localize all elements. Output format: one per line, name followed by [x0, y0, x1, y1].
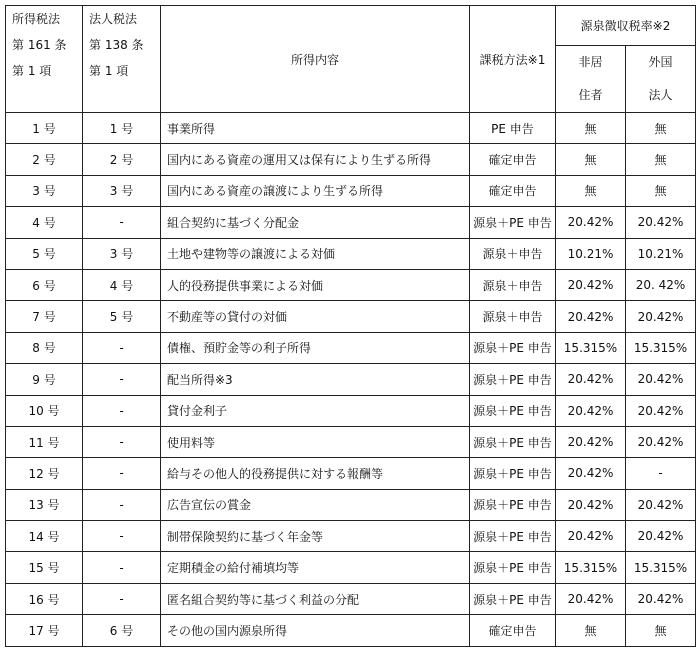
nonresident-rate-cell: 20.42% — [556, 395, 626, 426]
foreign-corp-rate-cell: 15.315% — [626, 552, 696, 583]
table-row — [6, 489, 696, 520]
income-content-cell: 不動産等の貸付の対価 — [161, 301, 470, 332]
income-tax-item-cell: 13 号 — [6, 489, 83, 520]
income-content-cell: 貸付金利子 — [161, 395, 470, 426]
header-nonresident: 非居 住者 — [556, 46, 626, 113]
income-tax-item-cell: 2 号 — [6, 144, 83, 175]
corporate-tax-item-cell: - — [83, 458, 161, 489]
foreign-corp-rate-cell: 20.42% — [626, 364, 696, 395]
income-tax-item-cell: 15 号 — [6, 552, 83, 583]
header-foreign-corporation: 外国 法人 — [626, 46, 696, 113]
nonresident-rate-cell: 20.42% — [556, 426, 626, 457]
income-content-cell: 事業所得 — [161, 113, 470, 144]
tax-method-cell: 源泉＋PE 申告 — [470, 207, 556, 238]
income-content-cell: 配当所得※3 — [161, 364, 470, 395]
tax-method-cell: 源泉＋PE 申告 — [470, 332, 556, 363]
income-tax-item-cell: 12 号 — [6, 458, 83, 489]
header-withholding-rate: 源泉徴収税率※2 — [556, 6, 696, 46]
foreign-corp-rate-cell: 20.42% — [626, 395, 696, 426]
foreign-corp-rate-cell: 20.42% — [626, 489, 696, 520]
nonresident-rate-cell: 10.21% — [556, 238, 626, 269]
income-tax-item-cell: 5 号 — [6, 238, 83, 269]
table-row — [6, 458, 696, 489]
corporate-tax-item-cell: 3 号 — [83, 175, 161, 206]
tax-method-cell: 源泉＋PE 申告 — [470, 489, 556, 520]
nonresident-rate-cell: 20.42% — [556, 583, 626, 614]
foreign-corp-rate-cell: 無 — [626, 175, 696, 206]
table-body — [6, 113, 696, 647]
corporate-tax-item-cell: 2 号 — [83, 144, 161, 175]
income-content-cell: 給与その他人的役務提供に対する報酬等 — [161, 458, 470, 489]
income-tax-item-cell: 14 号 — [6, 521, 83, 552]
header-income-content: 所得内容 — [161, 6, 470, 113]
tax-method-cell: 源泉＋申告 — [470, 238, 556, 269]
header-corporate-tax-law: 法人税法 第 138 条 第 1 項 — [83, 6, 161, 113]
corporate-tax-item-cell: - — [83, 521, 161, 552]
income-tax-item-cell: 4 号 — [6, 207, 83, 238]
income-tax-item-cell: 8 号 — [6, 332, 83, 363]
nonresident-rate-cell: 20.42% — [556, 521, 626, 552]
table-row — [6, 175, 696, 206]
tax-method-cell: 確定申告 — [470, 175, 556, 206]
tax-method-cell: 源泉＋申告 — [470, 301, 556, 332]
nonresident-rate-cell: 無 — [556, 113, 626, 144]
foreign-corp-rate-cell: 20.42% — [626, 521, 696, 552]
income-tax-item-cell: 7 号 — [6, 301, 83, 332]
income-tax-item-cell: 17 号 — [6, 615, 83, 646]
income-content-cell: 債権、預貯金等の利子所得 — [161, 332, 470, 363]
tax-method-cell: 確定申告 — [470, 144, 556, 175]
tax-method-cell: 源泉＋PE 申告 — [470, 521, 556, 552]
income-content-cell: 定期積金の給付補填均等 — [161, 552, 470, 583]
tax-table — [5, 5, 696, 647]
table-row — [6, 552, 696, 583]
nonresident-rate-cell: 20.42% — [556, 269, 626, 300]
tax-method-cell: 源泉＋PE 申告 — [470, 395, 556, 426]
corporate-tax-item-cell: 4 号 — [83, 269, 161, 300]
tax-method-cell: 源泉＋PE 申告 — [470, 458, 556, 489]
foreign-corp-rate-cell: 20.42% — [626, 426, 696, 457]
table-row — [6, 426, 696, 457]
header-income-tax-law: 所得税法 第 161 条 第 1 項 — [6, 6, 83, 113]
corporate-tax-item-cell: 5 号 — [83, 301, 161, 332]
table-row — [6, 615, 696, 646]
table-row — [6, 521, 696, 552]
income-content-cell: 土地や建物等の譲渡による対価 — [161, 238, 470, 269]
foreign-corp-rate-cell: 20.42% — [626, 583, 696, 614]
table-row — [6, 395, 696, 426]
income-tax-item-cell: 11 号 — [6, 426, 83, 457]
nonresident-rate-cell: 無 — [556, 175, 626, 206]
nonresident-rate-cell: 20.42% — [556, 458, 626, 489]
foreign-corp-rate-cell: 20.42% — [626, 301, 696, 332]
nonresident-rate-cell: 無 — [556, 144, 626, 175]
table-row — [6, 207, 696, 238]
income-content-cell: 使用料等 — [161, 426, 470, 457]
tax-method-cell: 源泉＋PE 申告 — [470, 364, 556, 395]
table-row — [6, 364, 696, 395]
nonresident-rate-cell: 15.315% — [556, 552, 626, 583]
tax-method-cell: 源泉＋申告 — [470, 269, 556, 300]
nonresident-rate-cell: 20.42% — [556, 489, 626, 520]
corporate-tax-item-cell: 1 号 — [83, 113, 161, 144]
table-row — [6, 113, 696, 144]
nonresident-rate-cell: 20.42% — [556, 207, 626, 238]
income-content-cell: 広告宣伝の賞金 — [161, 489, 470, 520]
table-row — [6, 301, 696, 332]
corporate-tax-item-cell: - — [83, 552, 161, 583]
tax-method-cell: 源泉＋PE 申告 — [470, 552, 556, 583]
corporate-tax-item-cell: 6 号 — [83, 615, 161, 646]
tax-method-cell: 源泉＋PE 申告 — [470, 426, 556, 457]
corporate-tax-item-cell: - — [83, 364, 161, 395]
nonresident-rate-cell: 20.42% — [556, 364, 626, 395]
tax-method-cell: PE 申告 — [470, 113, 556, 144]
nonresident-rate-cell: 無 — [556, 615, 626, 646]
tax-method-cell: 源泉＋PE 申告 — [470, 583, 556, 614]
foreign-corp-rate-cell: 無 — [626, 113, 696, 144]
table-row — [6, 238, 696, 269]
foreign-corp-rate-cell: 20.42% — [626, 207, 696, 238]
income-content-cell: 組合契約に基づく分配金 — [161, 207, 470, 238]
income-content-cell: その他の国内源泉所得 — [161, 615, 470, 646]
income-content-cell: 匿名組合契約等に基づく利益の分配 — [161, 583, 470, 614]
income-tax-item-cell: 3 号 — [6, 175, 83, 206]
corporate-tax-item-cell: - — [83, 395, 161, 426]
nonresident-rate-cell: 20.42% — [556, 301, 626, 332]
income-tax-item-cell: 10 号 — [6, 395, 83, 426]
income-content-cell: 人的役務提供事業による対価 — [161, 269, 470, 300]
table-row — [6, 332, 696, 363]
corporate-tax-item-cell: - — [83, 583, 161, 614]
income-content-cell: 国内にある資産の譲渡により生ずる所得 — [161, 175, 470, 206]
foreign-corp-rate-cell: 無 — [626, 615, 696, 646]
corporate-tax-item-cell: 3 号 — [83, 238, 161, 269]
tax-method-cell: 確定申告 — [470, 615, 556, 646]
foreign-corp-rate-cell: 10.21% — [626, 238, 696, 269]
foreign-corp-rate-cell: 20. 42% — [626, 269, 696, 300]
income-tax-item-cell: 1 号 — [6, 113, 83, 144]
income-content-cell: 国内にある資産の運用又は保有により生ずる所得 — [161, 144, 470, 175]
corporate-tax-item-cell: - — [83, 426, 161, 457]
table-row — [6, 583, 696, 614]
nonresident-rate-cell: 15.315% — [556, 332, 626, 363]
corporate-tax-item-cell: - — [83, 489, 161, 520]
foreign-corp-rate-cell: - — [626, 458, 696, 489]
corporate-tax-item-cell: - — [83, 332, 161, 363]
income-tax-item-cell: 9 号 — [6, 364, 83, 395]
foreign-corp-rate-cell: 無 — [626, 144, 696, 175]
corporate-tax-item-cell: - — [83, 207, 161, 238]
foreign-corp-rate-cell: 15.315% — [626, 332, 696, 363]
table-row — [6, 269, 696, 300]
income-content-cell: 制帯保険契約に基づく年金等 — [161, 521, 470, 552]
header-tax-method: 課税方法※1 — [470, 6, 556, 113]
income-tax-item-cell: 16 号 — [6, 583, 83, 614]
table-row — [6, 144, 696, 175]
income-tax-item-cell: 6 号 — [6, 269, 83, 300]
